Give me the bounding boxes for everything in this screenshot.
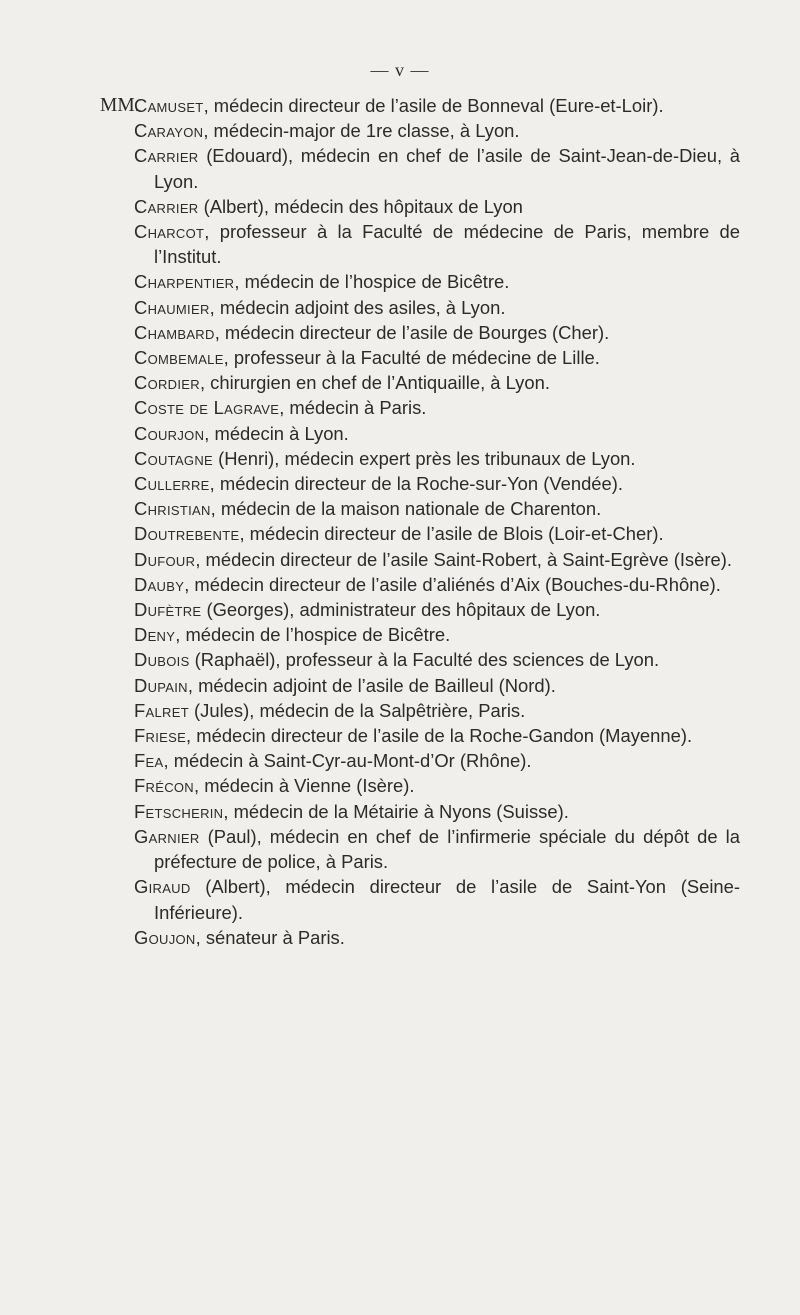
list-item: [134, 874, 740, 924]
list-item: [134, 269, 740, 294]
list-item: [134, 93, 740, 118]
member-description: , professeur à la Faculté de médecine de Paris, membre de l’Institut.: [154, 221, 740, 268]
list-item: [134, 219, 740, 269]
member-name: Giraud: [134, 876, 191, 898]
list-prefix: MM.: [100, 95, 140, 116]
member-name: Dufètre: [134, 599, 202, 621]
member-description: (Georges), administrateur des hôpitaux de Lyon.: [201, 599, 601, 621]
member-description: (Edouard), médecin en chef de l’asile de Saint-Jean-de-Dieu, à Lyon.: [154, 145, 740, 192]
member-description: , médecin directeur de l’asile de Bonneval (Eure-et-Loir).: [203, 95, 664, 116]
member-name: Carrier: [134, 195, 199, 217]
member-name: Charpentier: [134, 271, 235, 293]
member-description: , médecin à Paris.: [279, 397, 427, 419]
member-name: Fetscherin: [134, 800, 224, 822]
member-description: , sénateur à Paris.: [195, 926, 345, 948]
member-name: Chambard: [134, 321, 215, 343]
list-item: [134, 345, 740, 370]
member-name: Falret: [134, 699, 189, 721]
list-item: [134, 572, 740, 597]
member-description: (Paul), médecin en chef de l’infirmerie spéciale du dépôt de la préfecture de police, à Paris.: [154, 825, 740, 873]
list-item: [134, 370, 740, 395]
member-name: Dupain: [134, 674, 188, 696]
list-item: [134, 773, 740, 798]
list-item: [134, 521, 740, 546]
member-description: (Henri), médecin expert près les tribunaux de Lyon.: [213, 447, 636, 469]
member-name: Dufour: [134, 548, 196, 570]
member-name: Combemale: [134, 347, 224, 369]
member-description: , médecin de la maison nationale de Charenton.: [210, 498, 602, 520]
member-name: Deny: [134, 624, 176, 646]
list-item: [134, 597, 740, 622]
member-name: Chaumier: [134, 296, 210, 318]
member-name: Friese: [134, 725, 187, 747]
member-list: [100, 93, 740, 950]
member-description: , médecin adjoint de l’asile de Bailleul (Nord).: [187, 674, 556, 696]
member-name: Coste de Lagrave: [134, 397, 280, 419]
member-name: Doutrebente: [134, 523, 240, 545]
list-item: [134, 925, 740, 950]
list-item: [134, 421, 740, 446]
member-description: (Albert), médecin directeur de l’asile de Saint-Yon (Seine-Inférieure).: [154, 876, 740, 923]
list-item: [134, 622, 740, 647]
list-item: [134, 723, 740, 748]
member-description: , médecin directeur de l’asile de Bourges (Cher).: [214, 321, 610, 343]
member-name: Cordier: [134, 372, 200, 394]
member-description: , médecin directeur de la Roche-sur-Yon (Vendée).: [209, 473, 623, 495]
member-name: Charcot: [134, 221, 205, 243]
list-item: [134, 118, 740, 143]
member-description: , médecin de l’hospice de Bicêtre.: [234, 271, 510, 293]
member-description: , médecin adjoint des asiles, à Lyon.: [209, 296, 506, 318]
member-description: , médecin à Lyon.: [204, 422, 349, 444]
member-name: Goujon: [134, 926, 196, 948]
list-item: [134, 698, 740, 723]
list-item: [134, 471, 740, 496]
list-item: [134, 496, 740, 521]
member-name: Carayon: [134, 120, 204, 142]
list-item: [134, 748, 740, 773]
member-description: , médecin à Vienne (Isère).: [193, 775, 415, 797]
list-item: [134, 295, 740, 320]
list-item: [134, 446, 740, 471]
list-item: [134, 395, 740, 420]
member-description: , professeur à la Faculté de médecine de Lille.: [223, 347, 600, 369]
member-name: Carrier: [134, 145, 199, 167]
member-description: , médecin directeur de l’asile de Blois (Loir-et-Cher).: [239, 523, 664, 545]
member-name: Dubois: [134, 649, 190, 671]
list-item: [134, 799, 740, 824]
member-name: Garnier: [134, 825, 200, 847]
member-name: Fea: [134, 750, 164, 772]
member-description: , médecin-major de 1re classe, à Lyon.: [203, 120, 520, 142]
list-item: [134, 547, 740, 572]
entries: [134, 93, 740, 950]
list-item: [134, 647, 740, 672]
member-description: , médecin de la Métairie à Nyons (Suisse).: [223, 800, 569, 822]
member-description: (Jules), médecin de la Salpêtrière, Paris.: [188, 699, 526, 721]
member-description: (Raphaël), professeur à la Faculté des sciences de Lyon.: [189, 649, 660, 671]
member-description: , chirurgien en chef de l’Antiquaille, à Lyon.: [199, 372, 550, 394]
list-item: [134, 320, 740, 345]
member-name: Camuset: [134, 95, 204, 116]
member-description: (Albert), médecin des hôpitaux de Lyon: [198, 195, 523, 217]
member-name: Christian: [134, 498, 211, 520]
member-name: Courjon: [134, 422, 205, 444]
member-name: Dauby: [134, 573, 185, 595]
member-description: , médecin directeur de l’asile Saint-Robert, à Saint-Egrève (Isère).: [195, 548, 732, 570]
member-name: Coutagne: [134, 447, 213, 469]
member-name: Frécon: [134, 775, 194, 797]
member-description: , médecin à Saint-Cyr-au-Mont-d’Or (Rhône).: [163, 750, 532, 772]
list-item: [134, 194, 740, 219]
list-item: [134, 673, 740, 698]
page-number: — v —: [370, 60, 430, 80]
member-description: , médecin de l’hospice de Bicêtre.: [175, 624, 451, 646]
member-description: , médecin directeur de l’asile d’aliénés d’Aix (Bouches-du-Rhône).: [184, 573, 721, 595]
member-description: , médecin directeur de l’asile de la Roche-Gandon (Mayenne).: [186, 725, 693, 747]
member-name: Cullerre: [134, 473, 210, 495]
list-item: [134, 143, 740, 193]
list-item: [134, 824, 740, 874]
